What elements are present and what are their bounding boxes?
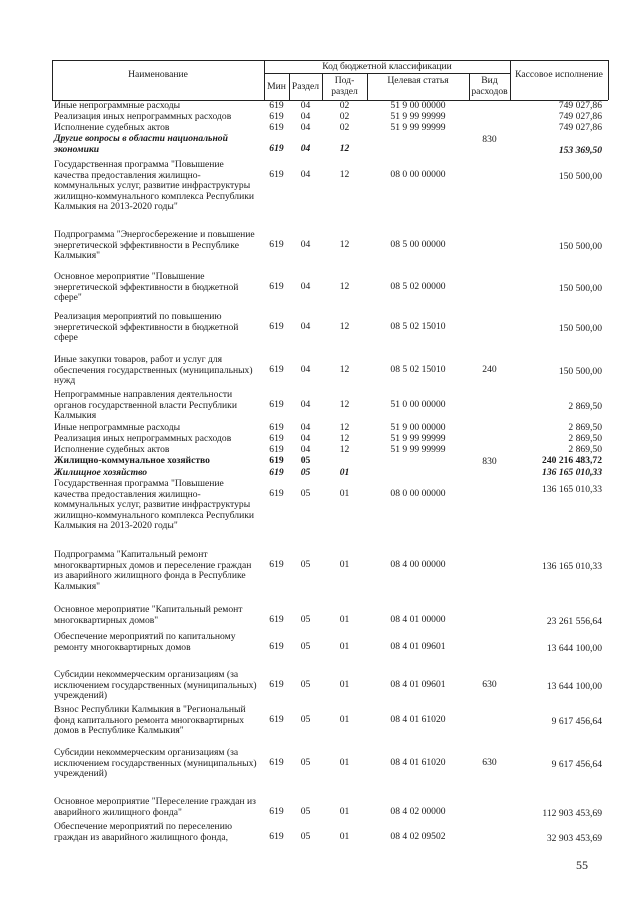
row-razdel: 05 (300, 488, 311, 499)
row-podrazdel: 01 (339, 641, 350, 652)
row-min: 619 (269, 488, 284, 499)
row-podrazdel: 12 (339, 169, 350, 180)
row-target: 51 0 00 00000 (390, 399, 446, 410)
row-min: 619 (269, 467, 284, 478)
row-target: 51 9 99 99999 (390, 444, 446, 455)
row-target: 08 4 01 61020 (390, 757, 446, 768)
row-name: Подпрограмма "Энергосбережение и повышение энергетической эффективности в Республике Калмыкия" (54, 229, 255, 261)
row-razdel: 04 (300, 422, 311, 433)
row-podrazdel: 01 (339, 559, 350, 570)
row-amount: 9 617 456,64 (551, 759, 602, 770)
row-razdel: 05 (300, 641, 311, 652)
row-min: 619 (269, 169, 284, 180)
row-min: 619 (269, 364, 284, 375)
row-podrazdel: 01 (339, 467, 350, 478)
row-razdel: 04 (300, 143, 311, 154)
row-razdel: 04 (300, 281, 311, 292)
row-name: Реализация мероприятий по повышению энергетической эффективности в бюджетной сфере (54, 311, 239, 343)
row-target: 08 0 00 00000 (390, 488, 446, 499)
row-target: 08 0 00 00000 (390, 169, 446, 180)
row-min: 619 (269, 559, 284, 570)
row-podrazdel: 01 (339, 714, 350, 725)
row-min: 619 (269, 679, 284, 690)
row-target: 08 4 01 09601 (390, 679, 446, 690)
row-amount: 749 027,86 (558, 122, 602, 133)
row-razdel: 04 (300, 321, 311, 332)
row-target: 08 4 02 09502 (390, 831, 446, 842)
header-podrazdel: Под-раздел (331, 75, 358, 97)
row-name: Обеспечение мероприятий по переселению граждан из аварийного жилищного фонда, (54, 821, 232, 843)
row-min: 619 (269, 281, 284, 292)
row-razdel: 04 (300, 122, 311, 133)
row-razdel: 05 (300, 559, 311, 570)
row-name: Субсидии некоммерческим организациям (за исключением государственных (муниципальных) учреждений) (54, 669, 257, 701)
row-podrazdel: 02 (339, 100, 350, 111)
row-name: Исполнение судебных актов (54, 444, 170, 455)
header-vid: Вид расходов (471, 75, 508, 97)
header-name: Наименование (128, 69, 188, 80)
row-amount: 2 869,50 (568, 444, 602, 455)
row-min: 619 (269, 806, 284, 817)
header-amount: Кассовое исполнение (515, 69, 603, 80)
row-razdel: 04 (300, 399, 311, 410)
row-amount: 749 027,86 (558, 111, 602, 122)
row-podrazdel: 02 (339, 111, 350, 122)
row-podrazdel: 12 (339, 281, 350, 292)
row-name: Жилищное хозяйство (54, 467, 148, 478)
row-target: 08 5 02 15010 (390, 364, 446, 375)
row-podrazdel: 01 (339, 679, 350, 690)
row-min: 619 (269, 455, 284, 466)
row-min: 619 (269, 399, 284, 410)
row-razdel: 04 (300, 100, 311, 111)
row-name: Иные закупки товаров, работ и услуг для обеспечения государственных (муниципальных) нужд (54, 354, 253, 386)
row-amount: 136 165 010,33 (542, 484, 602, 495)
row-podrazdel: 01 (339, 614, 350, 625)
row-razdel: 04 (300, 169, 311, 180)
row-amount: 136 165 010,33 (542, 561, 602, 572)
row-podrazdel: 01 (339, 831, 350, 842)
row-name: Иные непрограммные расходы (54, 422, 181, 433)
row-name: Реализация иных непрограммных расходов (54, 433, 232, 444)
row-min: 619 (269, 641, 284, 652)
row-name: Субсидии некоммерческим организациям (за исключением государственных (муниципальных) учреждений) (54, 747, 257, 779)
row-min: 619 (269, 831, 284, 842)
row-podrazdel: 12 (339, 444, 350, 455)
row-podrazdel: 12 (339, 399, 350, 410)
row-amount: 112 903 453,69 (542, 808, 602, 819)
row-vid: 240 (482, 364, 497, 375)
row-target: 51 9 00 00000 (390, 100, 446, 111)
row-podrazdel: 12 (339, 433, 350, 444)
row-min: 619 (269, 111, 284, 122)
column-rule (608, 60, 609, 100)
row-amount: 150 500,00 (558, 171, 602, 182)
row-target: 08 4 02 00000 (390, 806, 446, 817)
row-target: 51 9 00 00000 (390, 422, 446, 433)
row-razdel: 04 (300, 444, 311, 455)
row-razdel: 05 (300, 806, 311, 817)
row-target: 51 9 99 99999 (390, 433, 446, 444)
row-min: 619 (269, 757, 284, 768)
row-name: Взнос Республики Калмыкия в "Региональный фонд капитального ремонта многоквартирных домов в Республике Калмыкия" (54, 704, 246, 736)
row-min: 619 (269, 122, 284, 133)
header-razdel: Раздел (291, 81, 320, 92)
row-amount: 150 500,00 (558, 323, 602, 334)
row-vid: 830 (482, 456, 497, 467)
row-target: 51 9 99 99999 (390, 122, 446, 133)
table-rule (264, 73, 510, 74)
row-name: Основное мероприятие "Капитальный ремонт многоквартирных домов" (54, 604, 243, 626)
row-name: Подпрограмма "Капитальный ремонт многоквартирных домов и переселение граждан из аварийного жилищного фонда в Республике Калмыкия" (54, 549, 252, 592)
row-name: Государственная программа "Повышение качества предоставления жилищно-коммунальных услуг, развитие инфраструктуры жилищно-коммунального комплекса Республики Калмыкия на 2013-2020 годы" (54, 478, 255, 531)
row-amount: 2 869,50 (568, 433, 602, 444)
page-number: 55 (576, 858, 588, 872)
row-razdel: 05 (300, 679, 311, 690)
row-name: Основное мероприятие "Повышение энергетической эффективности в бюджетной сфере" (54, 271, 239, 303)
row-amount: 150 500,00 (558, 241, 602, 252)
row-name: Другие вопросы в области национальной экономики (54, 133, 228, 155)
row-razdel: 04 (300, 111, 311, 122)
row-razdel: 05 (300, 757, 311, 768)
row-name: Основное мероприятие "Переселение граждан из аварийного жилищного фонда" (54, 796, 256, 818)
row-razdel: 04 (300, 239, 311, 250)
budget-table (52, 60, 608, 844)
row-min: 619 (269, 239, 284, 250)
row-min: 619 (269, 422, 284, 433)
row-amount: 749 027,86 (558, 100, 602, 111)
row-podrazdel: 01 (339, 806, 350, 817)
row-amount: 32 903 453,69 (546, 833, 602, 844)
row-razdel: 05 (300, 831, 311, 842)
row-amount: 136 165 010,33 (542, 467, 602, 478)
row-podrazdel: 12 (339, 422, 350, 433)
row-target: 08 5 00 00000 (390, 239, 446, 250)
row-razdel: 04 (300, 433, 311, 444)
row-min: 619 (269, 714, 284, 725)
row-target: 08 4 00 00000 (390, 559, 446, 570)
row-razdel: 05 (300, 467, 311, 478)
row-name: Непрограммные направления деятельности органов государственной власти Республики Калмыкия (54, 389, 237, 421)
row-amount: 150 500,00 (558, 366, 602, 377)
row-vid: 630 (482, 757, 497, 768)
row-min: 619 (269, 444, 284, 455)
row-min: 619 (269, 100, 284, 111)
header-min: Мин (267, 81, 286, 92)
row-podrazdel: 12 (339, 143, 350, 154)
row-name: Обеспечение мероприятий по капитальному ремонту многоквартирных домов (54, 631, 236, 653)
row-amount: 9 617 456,64 (551, 716, 602, 727)
row-name: Исполнение судебных актов (54, 122, 170, 133)
row-podrazdel: 12 (339, 364, 350, 375)
row-target: 08 4 01 00000 (390, 614, 446, 625)
row-min: 619 (269, 143, 284, 154)
row-target: 51 9 99 99999 (390, 111, 446, 122)
row-name: Жилищно-коммунальное хозяйство (54, 455, 210, 466)
row-amount: 2 869,50 (568, 401, 602, 412)
row-amount: 150 500,00 (558, 283, 602, 294)
row-amount: 2 869,50 (568, 422, 602, 433)
row-name: Иные непрограммные расходы (54, 100, 181, 111)
row-podrazdel: 02 (339, 122, 350, 133)
row-target: 08 5 02 00000 (390, 281, 446, 292)
row-podrazdel: 01 (339, 757, 350, 768)
row-razdel: 05 (300, 714, 311, 725)
row-razdel: 05 (300, 455, 311, 466)
row-target: 08 4 01 61020 (390, 714, 446, 725)
row-min: 619 (269, 614, 284, 625)
row-vid: 830 (482, 134, 497, 145)
row-podrazdel: 12 (339, 321, 350, 332)
row-amount: 153 369,50 (558, 145, 602, 156)
row-razdel: 04 (300, 364, 311, 375)
row-amount: 13 644 100,00 (546, 643, 602, 654)
row-name: Государственная программа "Повышение качества предоставления жилищно-коммунальных услуг, развитие инфраструктуры жилищно-коммунального комплекса Республики Калмыкия на 2013-2020 годы" (54, 159, 255, 212)
row-min: 619 (269, 321, 284, 332)
header-code-group: Код бюджетной классификации (322, 61, 452, 72)
row-podrazdel: 12 (339, 239, 350, 250)
row-min: 619 (269, 433, 284, 444)
row-target: 08 4 01 09601 (390, 641, 446, 652)
row-amount: 23 261 556,64 (546, 616, 602, 627)
row-vid: 630 (482, 679, 497, 690)
row-target: 08 5 02 15010 (390, 321, 446, 332)
row-razdel: 05 (300, 614, 311, 625)
row-podrazdel: 01 (339, 488, 350, 499)
header-target: Целевая статья (387, 75, 449, 86)
row-name: Реализация иных непрограммных расходов (54, 111, 232, 122)
row-amount: 13 644 100,00 (546, 681, 602, 692)
row-amount: 240 216 483,72 (542, 455, 602, 466)
